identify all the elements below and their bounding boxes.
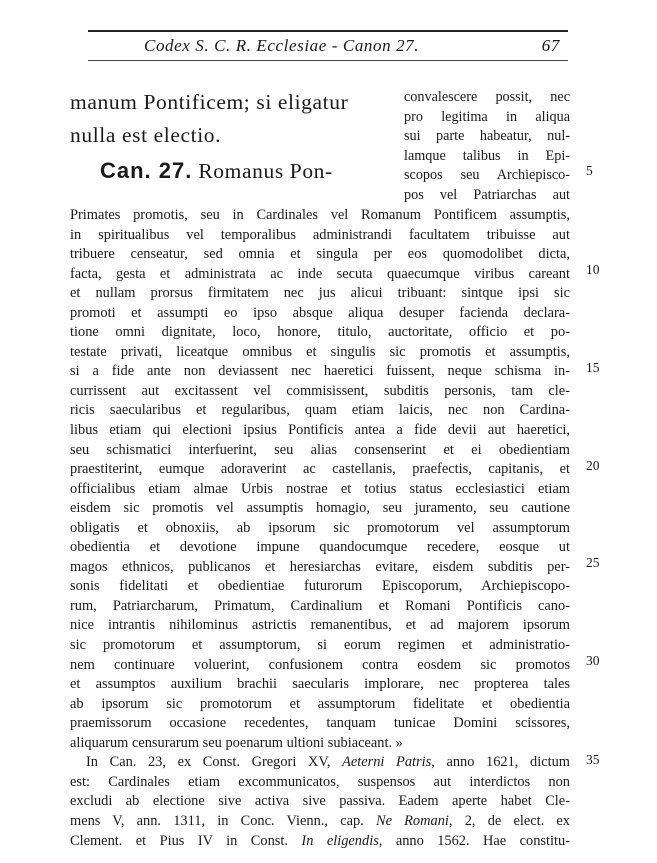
body-text xyxy=(70,206,570,851)
body-line: obedientia et devotione impune quandocumque recedere, eosque ut xyxy=(70,539,570,556)
page-number: 67 xyxy=(541,36,560,55)
side-line: convalescere possit, nec xyxy=(404,89,570,105)
body-line: obligatis et obnoxiis, ab ipsorum sic promotorum vel assumptorum xyxy=(70,519,570,536)
cited-title: In eligendis xyxy=(301,832,379,849)
body-line: eisdem sic promotis vel assumptis homagio, seu juramento, seu cautione xyxy=(70,500,570,517)
line-number: 10 xyxy=(586,262,600,277)
body-line: ab ipsorum sic promotorum et assumptorum fidelitate et obedientia xyxy=(70,695,570,712)
body-line: praemissorum occasione recedentes, tanquam tunicae Domini scissores, xyxy=(70,715,570,732)
cited-title: Ne Romani xyxy=(375,812,449,829)
body-line: praestiterint, eumque adoraverint ac castellanis, praefectis, capitanis, et xyxy=(70,461,570,478)
line-number: 25 xyxy=(586,555,600,570)
body-line: currissent aut excitassent vel commisissent, subditis personis, tam cle- xyxy=(70,382,570,399)
body-line: tribuere censeatur, sed omnia et singula per eos quomodolibet dicta, xyxy=(70,246,570,263)
side-line: lamque talibus in Epi- xyxy=(404,147,570,164)
body-line: ricis saecularibus et regularibus, quam etiam laicis, nec non Cardina- xyxy=(70,402,570,419)
line-number: 5 xyxy=(586,163,593,178)
running-header xyxy=(88,36,568,58)
side-column xyxy=(404,88,570,206)
body-line: tione omni dignitate, loco, honore, titulo, auctoritate, officio et po- xyxy=(70,324,570,341)
body-line: in spiritualibus vel temporalibus administrandi facultatem tribuisse aut xyxy=(70,226,570,243)
left-line-1: manum Pontificem; si eligatur xyxy=(70,90,349,114)
body-line: officialibus etiam almae Urbis nostrae et totius status ecclesiastici etiam xyxy=(70,480,570,497)
side-line: pro legitima in aliqua xyxy=(404,108,570,125)
line-number: 30 xyxy=(586,653,600,668)
body-line: libus etiam qui electioni ipsius Pontificis antea a fide devii aut haeretici, xyxy=(70,422,570,439)
body-line: magos ethnicos, publicanos et heresiarchas evitare, eisdem subditis per- xyxy=(70,558,570,575)
header-underline xyxy=(88,60,568,61)
comment-line: mens V, ann. 1311, in Conc. Vienn., cap. Ne Romani, 2, de elect. ex xyxy=(70,812,570,829)
body-line: promoti et assumpti eo ipso absque aliqua desuper facienda declara- xyxy=(70,304,570,321)
body-line: sic promotorum et assumptorum, si eorum regimen et administratio- xyxy=(70,637,570,654)
comment-line: est: Cardinales etiam excommunicatos, suspensos aut interdictos non xyxy=(70,773,570,790)
body-line: rum, Patriarcharum, Primatum, Cardinalium et Romani Pontificis cano- xyxy=(70,597,570,614)
body-line: facta, gesta et administrata ac inde secuta quaecumque viribus careant xyxy=(70,265,570,282)
header-title: Codex S. C. R. Ecclesiae - Canon 27. xyxy=(144,36,420,55)
cited-title: Aeterni Patris xyxy=(342,754,432,771)
side-line: pos vel Patriarchas aut xyxy=(404,186,570,203)
body-line: et assumptos auxilium brachii saecularis implorare, nec propterea tales xyxy=(70,676,570,693)
body-line: nem continuare voluerint, confusionem contra eosdem sic promotos xyxy=(70,656,570,673)
side-line: sui parte habeatur, nul- xyxy=(404,128,570,145)
body-line: aliquarum censurarum seu poenarum ultioni subiaceant. » xyxy=(70,734,403,751)
canon-heading xyxy=(100,158,333,184)
side-line: scopos seu Archiepisco- xyxy=(404,167,570,184)
line-number: 35 xyxy=(586,752,600,767)
canon-label: Can. 27. xyxy=(100,158,193,183)
body-line: nice intrantis nihilominus astrictis remanentibus, et ad majorem ipsorum xyxy=(70,617,570,634)
body-line: seu schismatici interfuerint, seu alias consenserint et ei obedientiam xyxy=(70,441,570,458)
line-number: 20 xyxy=(586,458,600,473)
body-line: si a fide ante non deviassent nec haeretici fuissent, neque schisma in- xyxy=(70,363,570,380)
canon-text: Romanus Pon- xyxy=(198,159,333,183)
comment-line: Clement. et Pius IV in Const. In eligendis, anno 1562. Hae constitu- xyxy=(70,832,570,849)
header-rule xyxy=(88,30,568,32)
body-line: testate privati, liceatque omnibus et singulis sic promotis et assumptis, xyxy=(70,343,570,360)
comment-line: In Can. 23, ex Const. Gregori XV, Aeterni Patris, anno 1621, dictum xyxy=(86,754,570,771)
left-line-2: nulla est electio. xyxy=(70,123,222,147)
body-line: et nullam prorsus firmitatem nec jus alicui tribuant: sintque ipsi sic xyxy=(70,285,570,302)
body-line: Primates promotis, seu in Cardinales vel Romanum Pontificem assumptis, xyxy=(70,207,570,223)
line-number: 15 xyxy=(586,360,600,375)
comment-line: excludi ab electione sive activa sive passiva. Eadem aperte habet Cle- xyxy=(70,793,570,810)
body-line: sonis fidelitati et obedientiae futurorum Episcoporum, Archiepiscopo- xyxy=(70,578,570,595)
